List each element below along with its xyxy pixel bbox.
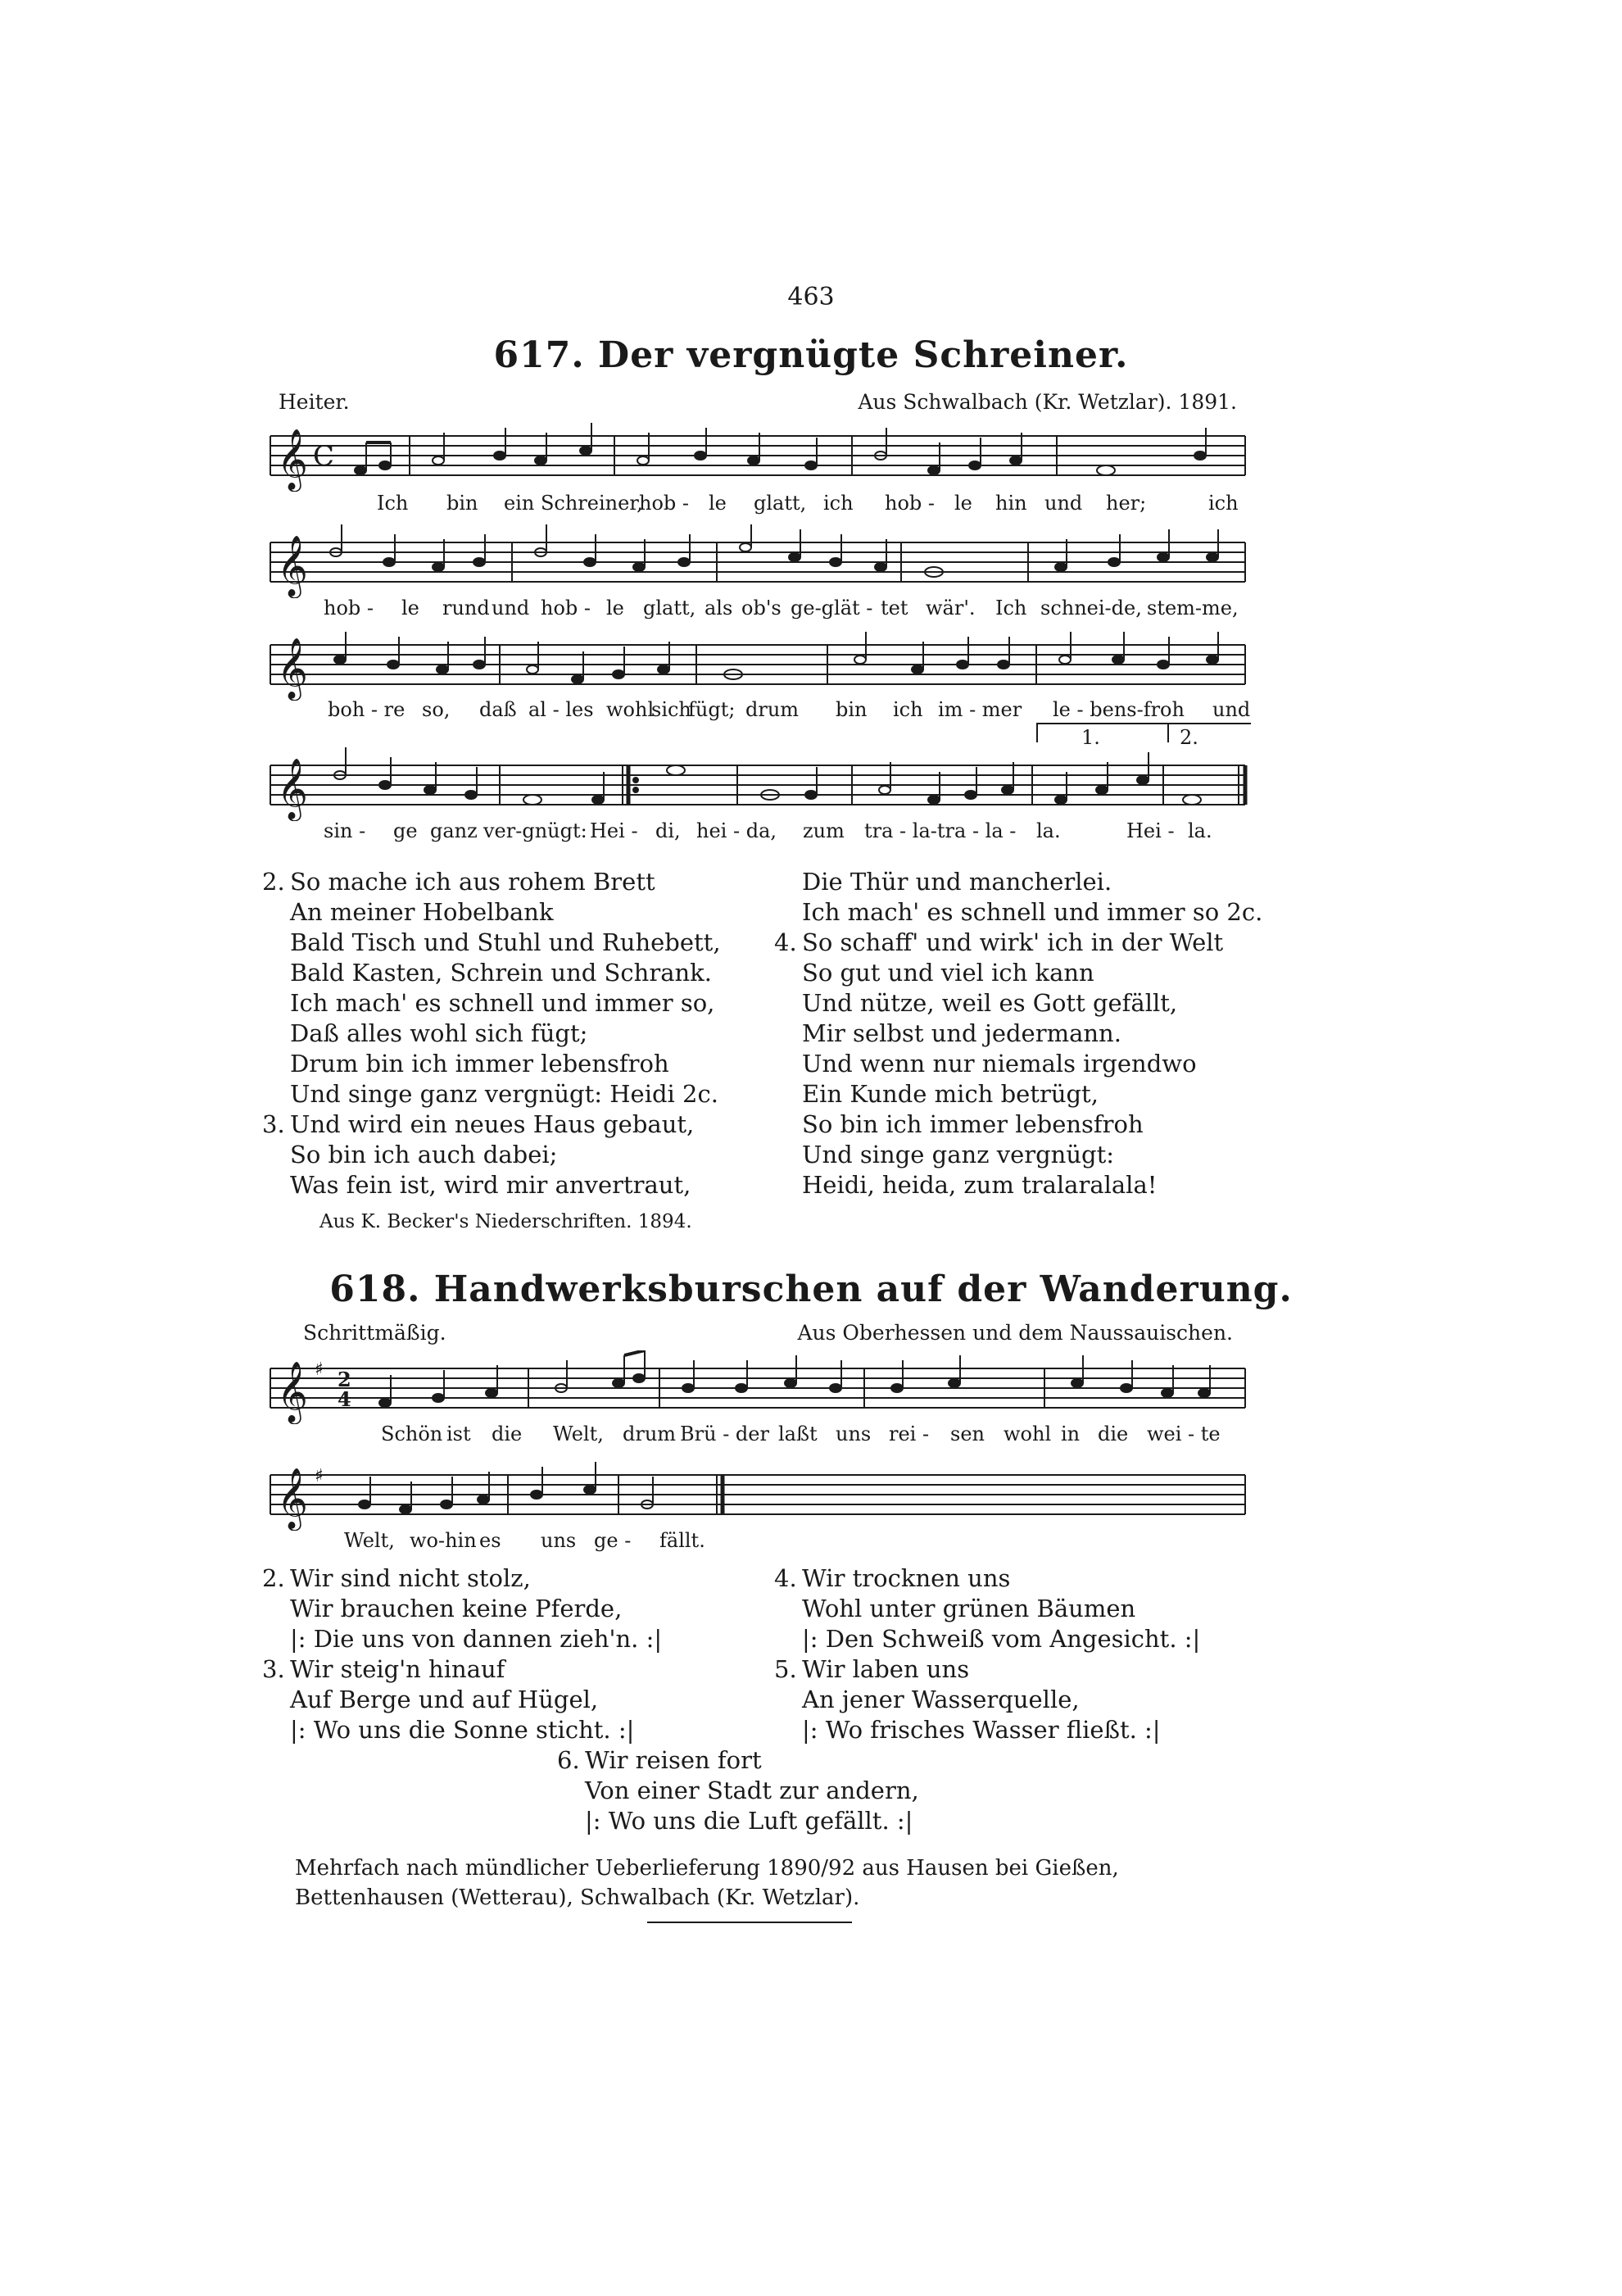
lyric-syllable: hin xyxy=(995,492,1027,515)
treble-clef-icon: 𝄞 xyxy=(277,429,308,490)
volta-2-label: 2. xyxy=(1180,726,1198,749)
lyric-syllable: drum xyxy=(745,698,800,721)
lyric-syllable: Schön xyxy=(381,1423,443,1445)
verse-line: Drum bin ich immer lebensfroh xyxy=(290,1050,669,1078)
lyric-syllable: Hei - xyxy=(590,819,638,842)
lyric-syllable: die xyxy=(1098,1423,1129,1445)
lyric-syllable: rund xyxy=(442,597,490,619)
lyric-syllable: hob - xyxy=(541,597,591,619)
song-617-title: Der vergnügte Schreiner. xyxy=(598,334,1129,376)
lyric-syllable: la. xyxy=(1188,819,1212,842)
verse-line: So bin ich immer lebensfroh xyxy=(802,1110,1144,1138)
lyric-syllable: ob's xyxy=(741,597,782,619)
lyric-syllable: und xyxy=(1212,698,1251,721)
sharp-icon: ♯ xyxy=(315,1466,324,1486)
verse-number: 5. xyxy=(774,1655,797,1683)
song-618-tempo: Schrittmäßig. xyxy=(303,1321,446,1345)
verse-line: Wir reisen fort xyxy=(585,1746,762,1774)
lyric-syllable: wo-hin xyxy=(410,1529,477,1552)
lyric-syllable: tra - la-tra - la - xyxy=(864,819,1017,842)
lyric-syllable: ver-gnügt: xyxy=(483,819,587,842)
verse-line: Wohl unter grünen Bäumen xyxy=(802,1595,1136,1622)
lyric-syllable: Ich xyxy=(377,492,409,515)
lyric-syllable: wei - te xyxy=(1147,1423,1221,1445)
volta-1-bracket xyxy=(1036,723,1169,742)
lyric-syllable: als xyxy=(705,597,733,619)
verse-line: |: Den Schweiß vom Angesicht. :| xyxy=(802,1625,1201,1653)
verse-number: 3. xyxy=(262,1110,285,1138)
lyric-syllable: Welt, xyxy=(344,1529,395,1552)
song-617-staff-3 xyxy=(262,627,1253,701)
song-618-staff-2 xyxy=(262,1457,1253,1531)
verse-line: Bald Tisch und Stuhl und Ruhebett, xyxy=(290,928,721,956)
verse-line: So bin ich auch dabei; xyxy=(290,1141,558,1168)
volta-1-label: 1. xyxy=(1081,726,1100,749)
time-signature-denominator: 4 xyxy=(338,1387,351,1411)
lyric-syllable: ich xyxy=(1208,492,1239,515)
lyric-syllable: in xyxy=(1061,1423,1081,1445)
song-618-number: 618. xyxy=(329,1268,421,1310)
verse-line: Wir sind nicht stolz, xyxy=(290,1564,531,1592)
staff-svg xyxy=(262,418,1253,492)
verse-line: Und wird ein neues Haus gebaut, xyxy=(290,1110,695,1138)
verse-line: An jener Wasserquelle, xyxy=(802,1686,1080,1713)
lyric-syllable: es xyxy=(479,1529,501,1552)
verse-number: 4. xyxy=(774,928,797,956)
common-time-icon: C xyxy=(313,440,335,473)
verse-number: 6. xyxy=(557,1746,580,1774)
time-signature-numerator: 2 xyxy=(338,1368,351,1391)
verse-line: |: Wo uns die Luft gefällt. :| xyxy=(585,1807,913,1835)
lyric-syllable: die xyxy=(492,1423,523,1445)
verse-line: Wir trocknen uns xyxy=(802,1564,1011,1592)
lyric-syllable: zum xyxy=(803,819,845,842)
song-618-title: Handwerksburschen auf der Wanderung. xyxy=(433,1268,1293,1310)
lyric-syllable: ge xyxy=(393,819,418,842)
lyric-syllable: tet xyxy=(881,597,908,619)
verse-line: Und wenn nur niemals irgendwo xyxy=(802,1050,1197,1078)
lyric-syllable: ganz xyxy=(430,819,478,842)
lyric-syllable: bin xyxy=(836,698,868,721)
treble-clef-icon: 𝄞 xyxy=(277,536,308,597)
verse-line: Was fein ist, wird mir anvertraut, xyxy=(290,1171,691,1199)
verse-line: Auf Berge und auf Hügel, xyxy=(290,1686,599,1713)
lyric-syllable: ich xyxy=(893,698,923,721)
page-number: 463 xyxy=(787,283,835,311)
song-618-source: Aus Oberhessen und dem Naussauischen. xyxy=(797,1321,1233,1345)
lyric-syllable: wohl xyxy=(606,698,655,721)
song-617-verses-left xyxy=(262,867,721,1200)
lyric-syllable: glatt, xyxy=(643,597,696,619)
lyric-syllable: ist xyxy=(446,1423,471,1445)
lyric-syllable: hob - xyxy=(885,492,936,515)
lyric-syllable: stem-me, xyxy=(1147,597,1239,619)
verse-line: Ich mach' es schnell und immer so 2c. xyxy=(802,898,1263,926)
lyric-syllable: so, xyxy=(422,698,451,721)
verse-line: So schaff' und wirk' ich in der Welt xyxy=(802,928,1224,956)
staff-svg xyxy=(262,1457,1253,1531)
staff-svg xyxy=(262,747,1253,821)
verse-number: 2. xyxy=(262,1564,285,1592)
lyric-syllable: le xyxy=(954,492,972,515)
song-618-staff-1 xyxy=(262,1350,1253,1424)
verse-line: So gut und viel ich kann xyxy=(802,959,1094,987)
lyric-syllable: uns xyxy=(541,1529,577,1552)
staff-svg xyxy=(262,524,1253,598)
lyric-syllable: sin - xyxy=(324,819,366,842)
lyric-syllable: le xyxy=(709,492,727,515)
song-617-staff-1 xyxy=(262,418,1253,492)
song-618-footnote: Mehrfach nach mündlicher Ueberlieferung 1890/92 aus Hausen bei Gießen, Bettenhausen (Wetterau), Schwalbach (Kr. Wetzlar). xyxy=(295,1856,1119,1910)
lyric-syllable: Brü - der xyxy=(680,1423,769,1445)
song-617-tempo: Heiter. xyxy=(279,390,350,414)
treble-clef-icon: 𝄞 xyxy=(277,638,308,699)
lyric-syllable: und xyxy=(1044,492,1083,515)
verse-line: Wir brauchen keine Pferde, xyxy=(290,1595,623,1622)
lyric-syllable: bin xyxy=(446,492,478,515)
song-618-title-block xyxy=(0,1268,1622,1310)
song-617-source-note: Aus K. Becker's Niederschriften. 1894. xyxy=(319,1211,692,1232)
verse-number: 3. xyxy=(262,1655,285,1683)
verse-line: Von einer Stadt zur andern, xyxy=(585,1776,919,1804)
lyric-syllable: boh - re xyxy=(328,698,406,721)
verse-line: An meiner Hobelbank xyxy=(290,898,554,926)
verse-line: Wir steig'n hinauf xyxy=(290,1655,505,1683)
verse-line: Daß alles wohl sich fügt; xyxy=(290,1019,588,1047)
lyric-syllable: le - bens-froh xyxy=(1053,698,1185,721)
song-617-title-block xyxy=(0,334,1622,376)
lyric-syllable: Welt, xyxy=(553,1423,604,1445)
verse-line: |: Die uns von dannen zieh'n. :| xyxy=(290,1625,663,1653)
verse-line: Mir selbst und jedermann. xyxy=(802,1019,1121,1047)
lyric-syllable: ge - xyxy=(594,1529,632,1552)
verse-line: Heidi, heida, zum tralaralala! xyxy=(802,1171,1158,1199)
verse-line: Ich mach' es schnell und immer so, xyxy=(290,989,715,1017)
lyric-syllable: daß xyxy=(479,698,517,721)
lyric-syllable: und xyxy=(492,597,530,619)
lyric-syllable: di, xyxy=(655,819,681,842)
verse-number: 4. xyxy=(774,1564,797,1592)
lyric-syllable: glatt, xyxy=(754,492,807,515)
treble-clef-icon: 𝄞 xyxy=(277,1468,308,1529)
treble-clef-icon: 𝄞 xyxy=(277,1362,308,1423)
lyric-syllable: fügt; xyxy=(688,698,736,721)
lyric-syllable: al - les xyxy=(528,698,594,721)
song-617-staff-4 xyxy=(262,747,1253,821)
verse-line: Und singe ganz vergnügt: Heidi 2c. xyxy=(290,1080,718,1108)
staff-svg xyxy=(262,1350,1253,1424)
verse-line: Wir laben uns xyxy=(802,1655,970,1683)
staff-svg xyxy=(262,627,1253,701)
verse-line: Und nütze, weil es Gott gefällt, xyxy=(802,989,1178,1017)
song-618-verses-right xyxy=(774,1563,1200,1745)
lyric-syllable: ich xyxy=(823,492,854,515)
lyric-syllable: ein Schreiner, xyxy=(504,492,643,515)
song-618-verses-left xyxy=(262,1563,662,1745)
lyric-syllable: hob - xyxy=(324,597,374,619)
song-618-verses-center xyxy=(557,1745,919,1836)
song-617-verses-right xyxy=(774,867,1262,1200)
lyric-syllable: uns xyxy=(836,1423,872,1445)
lyric-syllable: la. xyxy=(1036,819,1061,842)
lyric-syllable: ge-glät - xyxy=(791,597,873,619)
lyric-syllable: schnei-de, xyxy=(1040,597,1142,619)
lyric-syllable: hob - xyxy=(639,492,690,515)
verse-line: Die Thür und mancherlei. xyxy=(802,868,1112,896)
verse-line: |: Wo uns die Sonne sticht. :| xyxy=(290,1716,635,1744)
lyric-syllable: her; xyxy=(1106,492,1147,515)
lyric-syllable: drum xyxy=(623,1423,677,1445)
lyric-syllable: laßt xyxy=(778,1423,818,1445)
verse-line: |: Wo frisches Wasser fließt. :| xyxy=(802,1716,1161,1744)
lyric-syllable: im - mer xyxy=(938,698,1022,721)
verse-line: Bald Kasten, Schrein und Schrank. xyxy=(290,959,712,987)
song-617-number: 617. xyxy=(493,334,585,376)
lyric-syllable: sen xyxy=(950,1423,985,1445)
lyric-syllable: fällt. xyxy=(659,1529,705,1552)
verse-line: Und singe ganz vergnügt: xyxy=(802,1141,1115,1168)
lyric-syllable: wär'. xyxy=(926,597,976,619)
end-rule xyxy=(647,1922,852,1923)
song-617-source: Aus Schwalbach (Kr. Wetzlar). 1891. xyxy=(858,390,1237,414)
lyric-syllable: le xyxy=(606,597,624,619)
lyric-syllable: sich xyxy=(651,698,691,721)
treble-clef-icon: 𝄞 xyxy=(277,759,308,819)
verse-line: So mache ich aus rohem Brett xyxy=(290,868,655,896)
song-617-staff-2 xyxy=(262,524,1253,598)
verse-number: 2. xyxy=(262,868,285,896)
sharp-icon: ♯ xyxy=(315,1359,324,1380)
lyric-syllable: rei - xyxy=(889,1423,930,1445)
lyric-syllable: le xyxy=(401,597,419,619)
lyric-syllable: Ich xyxy=(995,597,1027,619)
lyric-syllable: Hei - xyxy=(1126,819,1175,842)
lyric-syllable: hei - da, xyxy=(696,819,777,842)
lyric-syllable: wohl xyxy=(1004,1423,1052,1445)
verse-line: Ein Kunde mich betrügt, xyxy=(802,1080,1099,1108)
